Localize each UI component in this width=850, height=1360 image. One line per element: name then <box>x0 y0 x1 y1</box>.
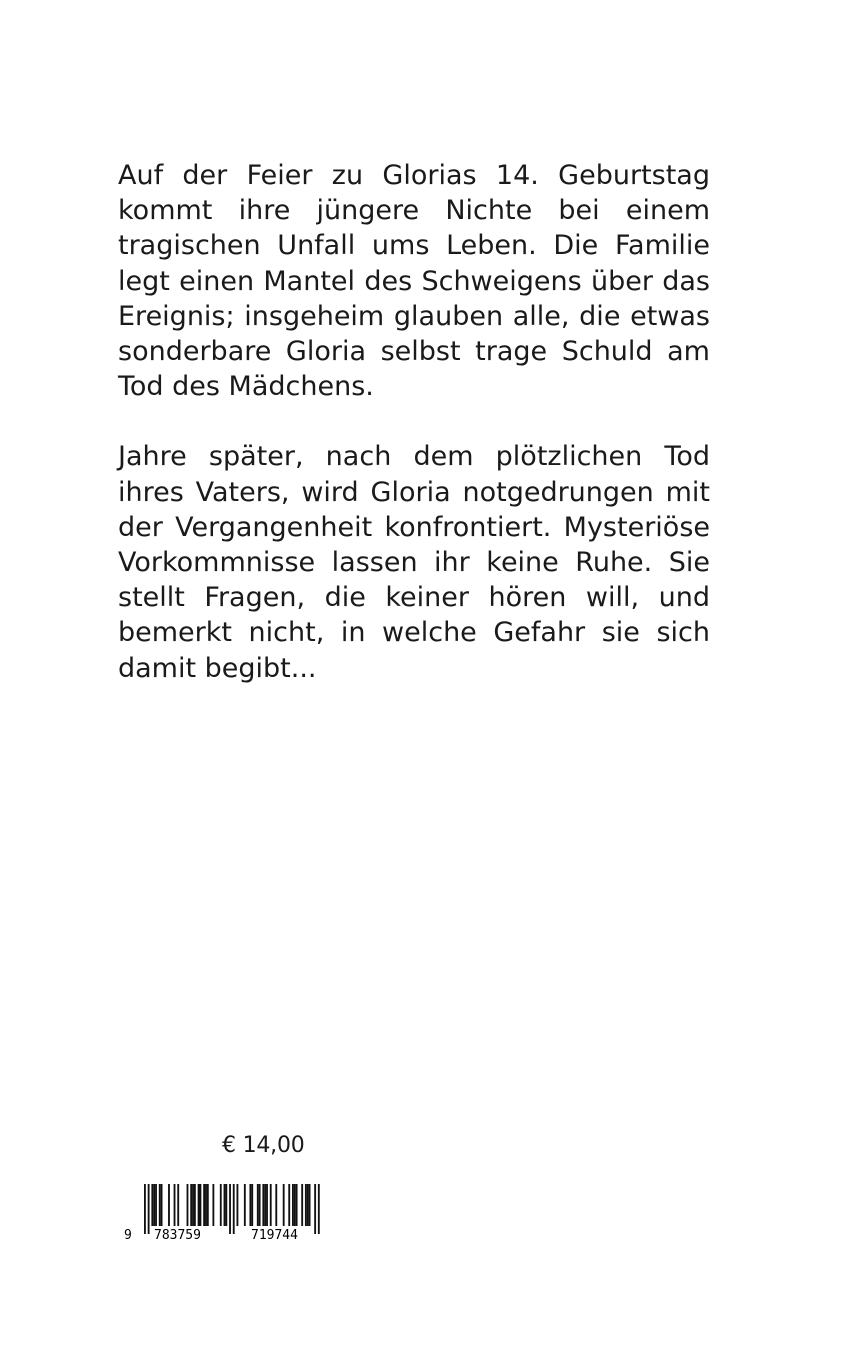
back-cover-blurb <box>118 158 710 686</box>
barcode-bar <box>244 1184 246 1226</box>
price-label: € 14,00 <box>222 1133 305 1158</box>
barcode-bar <box>205 1184 207 1226</box>
barcode-bar <box>249 1184 251 1226</box>
barcode-bar <box>198 1184 200 1226</box>
barcode-bar <box>288 1184 290 1226</box>
barcode-guard-bar <box>318 1184 320 1234</box>
barcode-bar <box>194 1184 196 1226</box>
barcode-bar <box>301 1184 303 1226</box>
barcode-bar <box>159 1184 161 1226</box>
barcode-bar <box>264 1184 266 1226</box>
barcode-graphic <box>124 1182 328 1242</box>
barcode-bar <box>190 1184 192 1226</box>
barcode-guard-bar <box>144 1184 146 1234</box>
barcode-bar <box>283 1184 285 1226</box>
barcode-bar <box>266 1184 268 1226</box>
barcode-bar <box>257 1184 259 1226</box>
barcode-bar <box>168 1184 170 1226</box>
barcode-bar <box>275 1184 277 1226</box>
barcode-bar <box>309 1184 311 1226</box>
barcode-bar <box>200 1184 202 1226</box>
barcode-bar <box>161 1184 163 1226</box>
barcode-bar <box>203 1184 205 1226</box>
barcode-bar <box>207 1184 209 1226</box>
barcode-guard-bar <box>233 1184 235 1234</box>
barcode-bar <box>220 1184 222 1226</box>
barcode-bar <box>155 1184 157 1226</box>
barcode-bar <box>153 1184 155 1226</box>
barcode-bar <box>307 1184 309 1226</box>
barcode-bar <box>251 1184 253 1226</box>
barcode-right-digits: 719744 <box>251 1228 298 1242</box>
barcode-bar <box>262 1184 264 1226</box>
barcode-bar <box>292 1184 294 1226</box>
barcode-bar <box>259 1184 261 1226</box>
barcode-bar <box>224 1184 226 1226</box>
blurb-paragraph-2: Jahre später, nach dem plötzlichen Tod ihres Vaters, wird Gloria notgedrungen mit der Vergangenheit konfrontiert. Mysteriöse Vorkommnisse lassen ihr keine Ruhe. Sie stellt Fragen, die keiner hören will, und bemerkt nicht, in welche Gefahr sie sich damit begibt... <box>118 441 710 684</box>
barcode-guard-bar <box>148 1184 150 1234</box>
barcode-bar <box>305 1184 307 1226</box>
isbn-barcode <box>124 1182 328 1242</box>
barcode-bar <box>296 1184 298 1226</box>
blurb-paragraph-1: Auf der Feier zu Glorias 14. Geburtstag kommt ihre jüngere Nichte bei einem tragischen Unfall ums Leben. Die Familie legt einen Mantel des Schweigens über das Ereignis; insgeheim glauben alle, die etwas sonderbare Gloria selbst trage Schuld am Tod des Mädchens. <box>118 160 710 403</box>
barcode-bar <box>187 1184 189 1226</box>
barcode-bar <box>177 1184 179 1226</box>
barcode-lead-digit: 9 <box>124 1228 132 1242</box>
barcode-guard-bar <box>314 1184 316 1234</box>
barcode-guard-bar <box>229 1184 231 1234</box>
barcode-left-digits: 783759 <box>154 1228 201 1242</box>
barcode-bar <box>192 1184 194 1226</box>
barcode-bar <box>212 1184 214 1226</box>
barcode-bar <box>174 1184 176 1226</box>
barcode-bar <box>237 1184 239 1226</box>
barcode-bar <box>294 1184 296 1226</box>
barcode-bar <box>225 1184 227 1226</box>
barcode-bar <box>151 1184 153 1226</box>
barcode-bar <box>270 1184 272 1226</box>
